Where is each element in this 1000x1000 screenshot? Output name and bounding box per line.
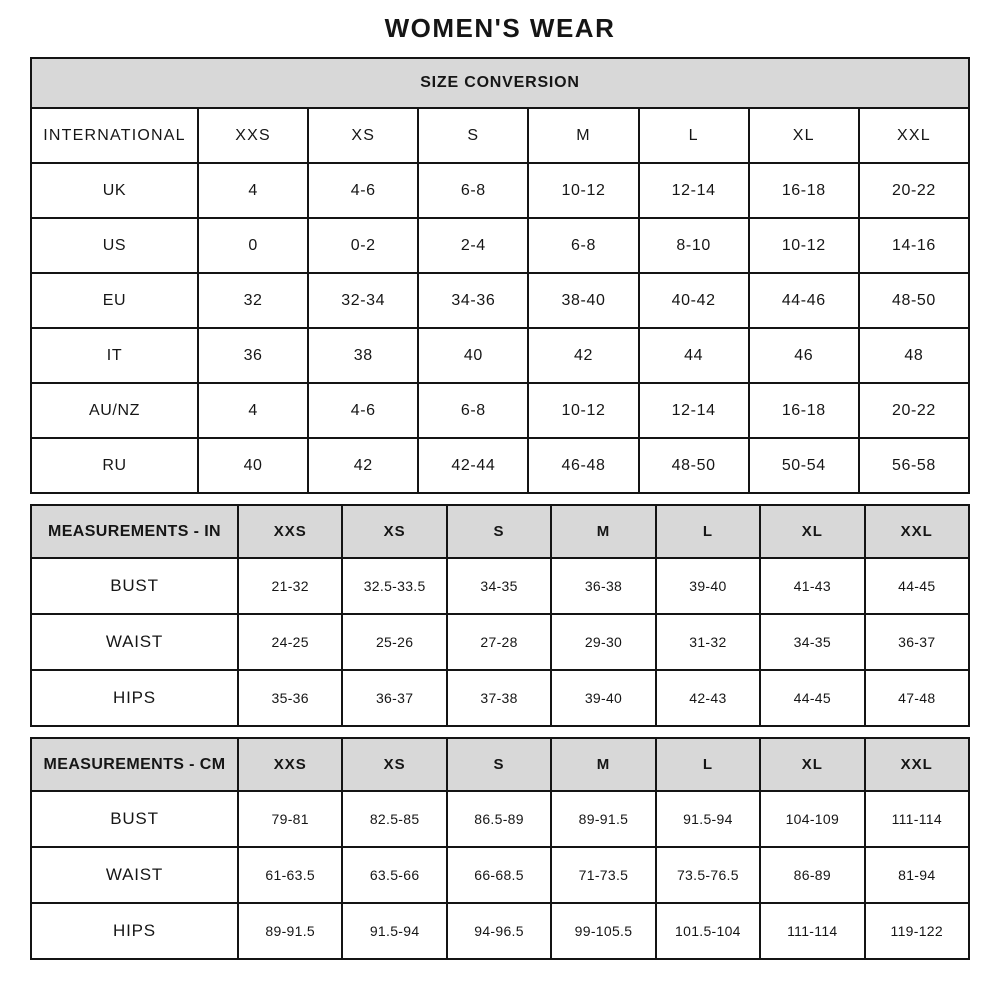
cell-ru-xxl: 56-58 bbox=[859, 438, 969, 493]
cell-eu-xxs: 32 bbox=[198, 273, 308, 328]
cell-uk-xxs: 4 bbox=[198, 163, 308, 218]
cell-us-l: 8-10 bbox=[639, 218, 749, 273]
cell-in-bust-xl: 41-43 bbox=[760, 558, 864, 614]
cell-ru-xs: 42 bbox=[308, 438, 418, 493]
measurements-cm-col-xxl: XXL bbox=[865, 738, 969, 791]
cell-in-bust-s: 34-35 bbox=[447, 558, 551, 614]
cell-it-xl: 46 bbox=[749, 328, 859, 383]
cell-eu-m: 38-40 bbox=[528, 273, 638, 328]
measurements-in-header-row bbox=[31, 505, 969, 558]
cell-it-xs: 38 bbox=[308, 328, 418, 383]
measurements-cm-row-bust bbox=[31, 791, 969, 847]
cell-au-nz-xxl: 20-22 bbox=[859, 383, 969, 438]
region-label-uk: UK bbox=[31, 163, 198, 218]
measurements-in-row-bust bbox=[31, 558, 969, 614]
size-conversion-table bbox=[30, 57, 970, 494]
size-conversion-col-xxs: XXS bbox=[198, 108, 308, 163]
cell-in-waist-l: 31-32 bbox=[656, 614, 760, 670]
cell-in-waist-s: 27-28 bbox=[447, 614, 551, 670]
measurements-in-col-s: S bbox=[447, 505, 551, 558]
size-conversion-title: SIZE CONVERSION bbox=[31, 58, 969, 108]
cell-it-xxs: 36 bbox=[198, 328, 308, 383]
measure-label-in-waist: WAIST bbox=[31, 614, 238, 670]
cell-cm-waist-xl: 86-89 bbox=[760, 847, 864, 903]
measure-label-cm-hips: HIPS bbox=[31, 903, 238, 959]
cell-cm-waist-l: 73.5-76.5 bbox=[656, 847, 760, 903]
size-conversion-col-international: INTERNATIONAL bbox=[31, 108, 198, 163]
cell-eu-s: 34-36 bbox=[418, 273, 528, 328]
measurements-in-table bbox=[30, 504, 970, 727]
size-conversion-header-row bbox=[31, 108, 969, 163]
size-conversion-body bbox=[31, 163, 969, 493]
cell-cm-waist-xxl: 81-94 bbox=[865, 847, 969, 903]
cell-cm-bust-xxs: 79-81 bbox=[238, 791, 342, 847]
cell-cm-bust-l: 91.5-94 bbox=[656, 791, 760, 847]
region-label-it: IT bbox=[31, 328, 198, 383]
cell-cm-hips-xl: 111-114 bbox=[760, 903, 864, 959]
cell-in-hips-s: 37-38 bbox=[447, 670, 551, 726]
cell-eu-xs: 32-34 bbox=[308, 273, 418, 328]
size-conversion-col-l: L bbox=[639, 108, 749, 163]
size-conversion-col-xxl: XXL bbox=[859, 108, 969, 163]
measurements-in-row-waist bbox=[31, 614, 969, 670]
size-conversion-title-row bbox=[31, 58, 969, 108]
size-conversion-row-eu bbox=[31, 273, 969, 328]
cell-ru-m: 46-48 bbox=[528, 438, 638, 493]
cell-it-xxl: 48 bbox=[859, 328, 969, 383]
size-conversion-row-us bbox=[31, 218, 969, 273]
cell-au-nz-xl: 16-18 bbox=[749, 383, 859, 438]
cell-cm-bust-xs: 82.5-85 bbox=[342, 791, 446, 847]
page-title: WOMEN'S WEAR bbox=[384, 13, 616, 43]
cell-cm-hips-xs: 91.5-94 bbox=[342, 903, 446, 959]
region-label-ru: RU bbox=[31, 438, 198, 493]
cell-us-xl: 10-12 bbox=[749, 218, 859, 273]
measure-label-cm-bust: BUST bbox=[31, 791, 238, 847]
cell-in-bust-m: 36-38 bbox=[551, 558, 655, 614]
cell-eu-l: 40-42 bbox=[639, 273, 749, 328]
cell-in-bust-l: 39-40 bbox=[656, 558, 760, 614]
measurements-cm-col-xxs: XXS bbox=[238, 738, 342, 791]
region-label-eu: EU bbox=[31, 273, 198, 328]
cell-it-s: 40 bbox=[418, 328, 528, 383]
cell-au-nz-l: 12-14 bbox=[639, 383, 749, 438]
cell-uk-xs: 4-6 bbox=[308, 163, 418, 218]
cell-cm-bust-xxl: 111-114 bbox=[865, 791, 969, 847]
cell-uk-xxl: 20-22 bbox=[859, 163, 969, 218]
cell-it-l: 44 bbox=[639, 328, 749, 383]
measurements-in-title: MEASUREMENTS - IN bbox=[31, 505, 238, 558]
region-label-us: US bbox=[31, 218, 198, 273]
cell-us-xxs: 0 bbox=[198, 218, 308, 273]
cell-eu-xl: 44-46 bbox=[749, 273, 859, 328]
size-conversion-row-au-nz bbox=[31, 383, 969, 438]
cell-cm-hips-xxl: 119-122 bbox=[865, 903, 969, 959]
cell-in-hips-xxl: 47-48 bbox=[865, 670, 969, 726]
cell-cm-hips-s: 94-96.5 bbox=[447, 903, 551, 959]
cell-us-xs: 0-2 bbox=[308, 218, 418, 273]
cell-cm-waist-xxs: 61-63.5 bbox=[238, 847, 342, 903]
measurements-in-col-xs: XS bbox=[342, 505, 446, 558]
measure-label-in-bust: BUST bbox=[31, 558, 238, 614]
cell-cm-waist-s: 66-68.5 bbox=[447, 847, 551, 903]
cell-cm-hips-m: 99-105.5 bbox=[551, 903, 655, 959]
cell-cm-bust-xl: 104-109 bbox=[760, 791, 864, 847]
cell-in-waist-m: 29-30 bbox=[551, 614, 655, 670]
measurements-cm-row-waist bbox=[31, 847, 969, 903]
size-conversion-col-xs: XS bbox=[308, 108, 418, 163]
cell-in-hips-xs: 36-37 bbox=[342, 670, 446, 726]
cell-in-waist-xs: 25-26 bbox=[342, 614, 446, 670]
cell-in-hips-l: 42-43 bbox=[656, 670, 760, 726]
cell-in-bust-xxs: 21-32 bbox=[238, 558, 342, 614]
cell-au-nz-xxs: 4 bbox=[198, 383, 308, 438]
cell-in-waist-xxs: 24-25 bbox=[238, 614, 342, 670]
measurements-cm-col-s: S bbox=[447, 738, 551, 791]
measurements-in-col-l: L bbox=[656, 505, 760, 558]
cell-cm-bust-s: 86.5-89 bbox=[447, 791, 551, 847]
cell-in-hips-xl: 44-45 bbox=[760, 670, 864, 726]
cell-uk-xl: 16-18 bbox=[749, 163, 859, 218]
measurements-cm-col-m: M bbox=[551, 738, 655, 791]
region-label-au-nz: AU/NZ bbox=[31, 383, 198, 438]
cell-in-waist-xxl: 36-37 bbox=[865, 614, 969, 670]
size-conversion-col-s: S bbox=[418, 108, 528, 163]
cell-ru-s: 42-44 bbox=[418, 438, 528, 493]
cell-uk-l: 12-14 bbox=[639, 163, 749, 218]
cell-in-waist-xl: 34-35 bbox=[760, 614, 864, 670]
cell-cm-hips-l: 101.5-104 bbox=[656, 903, 760, 959]
measurements-cm-row-hips bbox=[31, 903, 969, 959]
cell-au-nz-m: 10-12 bbox=[528, 383, 638, 438]
cell-cm-bust-m: 89-91.5 bbox=[551, 791, 655, 847]
cell-uk-m: 10-12 bbox=[528, 163, 638, 218]
measurements-cm-body bbox=[31, 791, 969, 959]
cell-us-m: 6-8 bbox=[528, 218, 638, 273]
cell-in-bust-xs: 32.5-33.5 bbox=[342, 558, 446, 614]
cell-uk-s: 6-8 bbox=[418, 163, 528, 218]
size-conversion-col-m: M bbox=[528, 108, 638, 163]
measurements-cm-header-row bbox=[31, 738, 969, 791]
cell-us-s: 2-4 bbox=[418, 218, 528, 273]
measurements-cm-col-l: L bbox=[656, 738, 760, 791]
cell-eu-xxl: 48-50 bbox=[859, 273, 969, 328]
size-conversion-row-ru bbox=[31, 438, 969, 493]
size-conversion-row-it bbox=[31, 328, 969, 383]
cell-ru-l: 48-50 bbox=[639, 438, 749, 493]
measurements-in-body bbox=[31, 558, 969, 726]
measurements-cm-col-xl: XL bbox=[760, 738, 864, 791]
cell-ru-xxs: 40 bbox=[198, 438, 308, 493]
measurements-cm-col-xs: XS bbox=[342, 738, 446, 791]
cell-ru-xl: 50-54 bbox=[749, 438, 859, 493]
size-conversion-col-xl: XL bbox=[749, 108, 859, 163]
measure-label-cm-waist: WAIST bbox=[31, 847, 238, 903]
cell-us-xxl: 14-16 bbox=[859, 218, 969, 273]
cell-au-nz-s: 6-8 bbox=[418, 383, 528, 438]
measure-label-in-hips: HIPS bbox=[31, 670, 238, 726]
size-conversion-row-uk bbox=[31, 163, 969, 218]
measurements-in-col-xxs: XXS bbox=[238, 505, 342, 558]
measurements-in-col-xxl: XXL bbox=[865, 505, 969, 558]
cell-in-hips-xxs: 35-36 bbox=[238, 670, 342, 726]
cell-in-hips-m: 39-40 bbox=[551, 670, 655, 726]
cell-cm-hips-xxs: 89-91.5 bbox=[238, 903, 342, 959]
measurements-cm-table bbox=[30, 737, 970, 960]
cell-au-nz-xs: 4-6 bbox=[308, 383, 418, 438]
cell-it-m: 42 bbox=[528, 328, 638, 383]
measurements-cm-title: MEASUREMENTS - CM bbox=[31, 738, 238, 791]
cell-in-bust-xxl: 44-45 bbox=[865, 558, 969, 614]
measurements-in-col-m: M bbox=[551, 505, 655, 558]
measurements-in-col-xl: XL bbox=[760, 505, 864, 558]
cell-cm-waist-xs: 63.5-66 bbox=[342, 847, 446, 903]
cell-cm-waist-m: 71-73.5 bbox=[551, 847, 655, 903]
measurements-in-row-hips bbox=[31, 670, 969, 726]
